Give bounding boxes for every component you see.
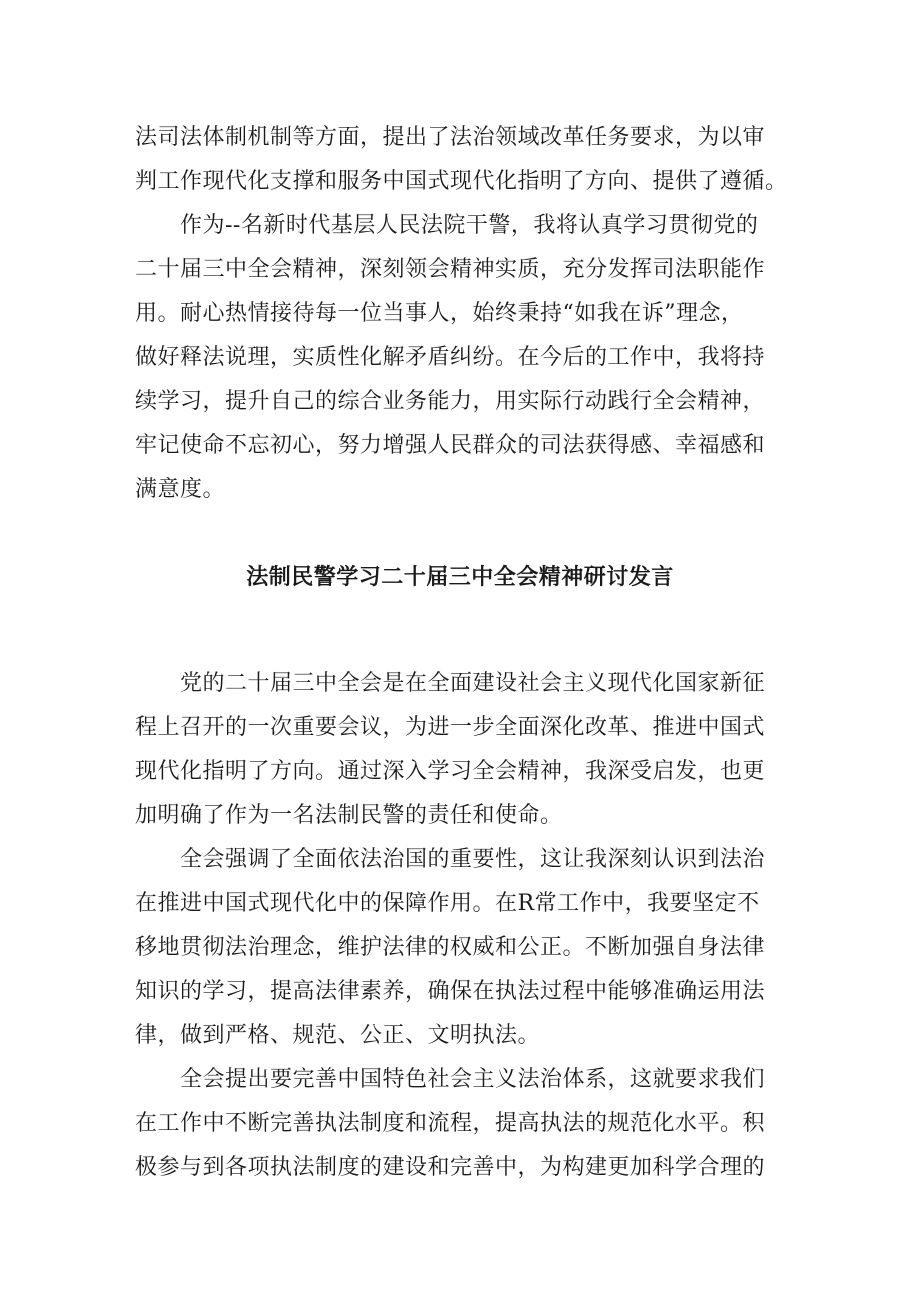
paragraph-line: 程上召开的一次重要会议，为进一步全面深化改革、推进中国式: [135, 715, 766, 740]
paragraph-line: 律，做到严格、规范、公正、文明执法。: [135, 1023, 541, 1048]
paragraph-line: 用。耐心热情接待每一位当事人，始终秉持“如我在诉”理念，: [135, 301, 744, 326]
paragraph-line: 判工作现代化支撑和服务中国式现代化指明了方向、提供了遵循。: [135, 169, 788, 194]
paragraph-line: 全会强调了全面依法治国的重要性，这让我深刻认识到法治: [135, 847, 766, 872]
article-body: [135, 590, 790, 1190]
top-section-text: [135, 116, 790, 512]
paragraph-line: 二十届三中全会精神，深刻领会精神实质，充分发挥司法职能作: [135, 257, 766, 282]
title-spacing: [135, 590, 790, 662]
paragraph-line: 党的二十届三中全会是在全面建设社会主义现代化国家新征: [135, 671, 766, 696]
paragraph-line: 法司法体制机制等方面，提出了法治领域改革任务要求，为以审: [135, 125, 766, 150]
paragraph-line: 在推进中国式现代化中的保障作用。在R常工作中，我要坚定不: [135, 891, 760, 916]
paragraph-line: 在工作中不断完善执法制度和流程，提高执法的规范化水平。积: [135, 1111, 766, 1136]
article-title: 法制民警学习二十届三中全会精神研讨发言: [246, 565, 674, 590]
paragraph-line: 牢记使命不忘初心，努力增强人民群众的司法获得感、幸福感和: [135, 433, 766, 458]
paragraph-line: 全会提出要完善中国特色社会主义法治体系，这就要求我们: [135, 1067, 766, 1092]
paragraph-line: 做好释法说理，实质性化解矛盾纠纷。在今后的工作中，我将持: [135, 345, 766, 370]
paragraph-line: 知识的学习，提高法律素养，确保在执法过程中能够准确运用法: [135, 979, 766, 1004]
paragraph-line: 现代化指明了方向。通过深入学习全会精神，我深受启发，也更: [135, 759, 766, 784]
paragraph-line: 加明确了作为一名法制民警的责任和使命。: [135, 803, 563, 828]
paragraph-line: 移地贯彻法治理念，维护法律的权威和公正。不断加强自身法律: [135, 935, 766, 960]
paragraph-line: 极参与到各项执法制度的建设和完善中，为构建更加科学合理的: [135, 1155, 766, 1180]
paragraph-line: 续学习，提升自己的综合业务能力，用实际行动践行全会精神，: [135, 389, 766, 414]
paragraph-line: 作为--名新时代基层人民法院干警，我将认真学习贯彻党的: [135, 213, 759, 238]
paragraph-line: 满意度。: [135, 477, 226, 502]
